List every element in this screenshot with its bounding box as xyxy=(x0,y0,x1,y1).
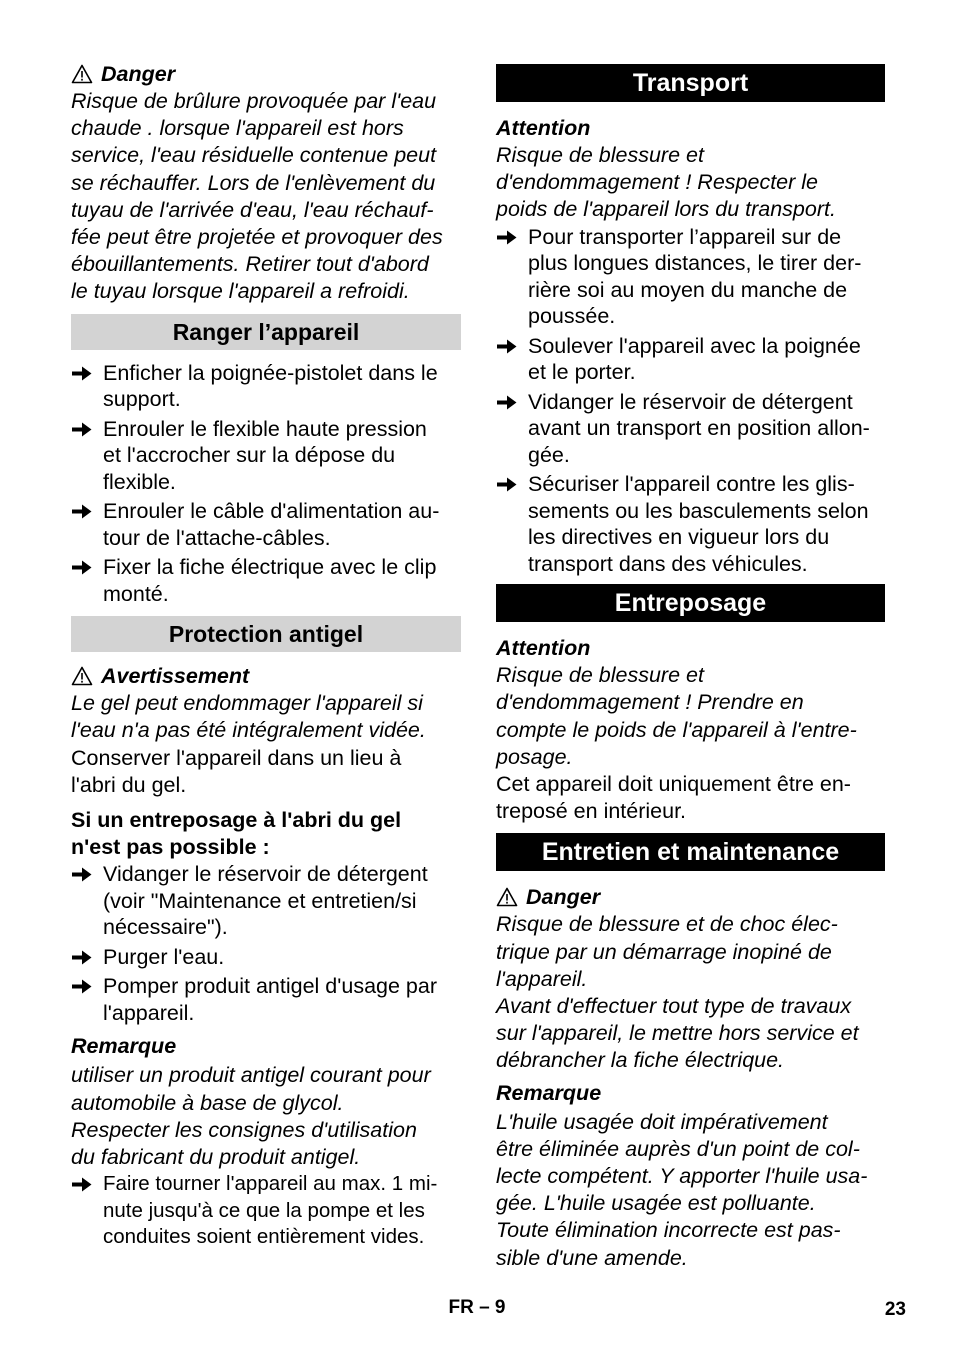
text-line: du fabricant du produit antigel. xyxy=(71,1144,361,1169)
attention-heading: Attention xyxy=(496,636,591,661)
arrow-right-icon xyxy=(72,979,92,994)
text-line: n'est pas possible : xyxy=(71,835,270,860)
remarque-text xyxy=(71,1062,461,1171)
list-item-line: nute jusqu'à ce que la pompe et les xyxy=(103,1198,425,1222)
list-item-line: Soulever l'appareil avec la poignée xyxy=(528,333,861,358)
text-line: Toute élimination incorrecte est pas- xyxy=(496,1218,841,1243)
text-line: débrancher la fiche électrique. xyxy=(496,1048,785,1073)
list-item xyxy=(496,389,885,469)
list-item-line: Fixer la fiche électrique avec le clip xyxy=(103,555,437,580)
list-item xyxy=(71,944,461,971)
text-line: se réchauffer. Lors de l'enlèvement du xyxy=(71,170,436,195)
list-item-line: rière soi au moyen du manche de xyxy=(528,277,848,302)
list-item xyxy=(496,471,885,577)
avertissement-heading: Avertissement xyxy=(71,662,461,690)
text-line: Respecter les consignes d'utilisation xyxy=(71,1117,417,1142)
list-item-line: sements ou les basculements selon xyxy=(528,498,869,523)
arrow-right-icon xyxy=(72,1177,92,1192)
text-line: Le gel peut endommager l'appareil si xyxy=(71,691,423,716)
antigel-list xyxy=(71,861,461,1026)
section-title-entretien: Entretien et maintenance xyxy=(496,833,885,871)
text-line: Si un entreposage à l'abri du gel xyxy=(71,807,402,832)
list-item-line: Purger l'eau. xyxy=(103,944,225,969)
text-line: sur l'appareil, le mettre hors service et xyxy=(496,1021,859,1046)
list-item xyxy=(71,973,461,1026)
text-line: le tuyau lorsque l'appareil a refroidi. xyxy=(71,279,410,304)
text-line: Conserver l'appareil dans un lieu à xyxy=(71,745,402,770)
text-line: être éliminée auprès d'un point de col- xyxy=(496,1136,860,1161)
list-item-line: Vidanger le réservoir de détergent xyxy=(103,862,428,887)
danger-text xyxy=(71,88,461,306)
arrow-right-icon xyxy=(497,339,517,354)
entreposage-text xyxy=(496,771,885,825)
list-item-line: monté. xyxy=(103,581,169,606)
arrow-right-icon xyxy=(72,366,92,381)
text-line: d'endommagement ! Prendre en xyxy=(496,690,804,715)
list-item xyxy=(71,861,461,941)
text-line: Risque de blessure et xyxy=(496,663,704,688)
section-title-transport: Transport xyxy=(496,64,885,102)
section-title-entreposage: Entreposage xyxy=(496,584,885,622)
list-item-line: flexible. xyxy=(103,469,176,494)
antigel-condition xyxy=(71,807,461,861)
warning-triangle-icon xyxy=(71,666,93,686)
section-title-antigel: Protection antigel xyxy=(71,616,461,652)
text-line: utiliser un produit antigel courant pour xyxy=(71,1063,431,1088)
list-item xyxy=(71,416,461,496)
list-item-line: nécessaire"). xyxy=(103,915,228,940)
text-line: l'abri du gel. xyxy=(71,772,187,797)
text-line: service, l'eau résiduelle contenue peut xyxy=(71,143,437,168)
list-item xyxy=(71,554,461,607)
remarque-heading: Remarque xyxy=(71,1034,177,1059)
text-line: treposé en intérieur. xyxy=(496,799,687,824)
list-item xyxy=(71,360,461,413)
danger-heading: Danger xyxy=(71,60,461,88)
antigel-normal-text xyxy=(71,745,461,799)
list-item-line: avant un transport en position allon- xyxy=(528,416,870,441)
list-item-line: et l'accrocher sur la dépose du xyxy=(103,443,396,468)
arrow-right-icon xyxy=(497,395,517,410)
text-line: Cet appareil doit uniquement être en- xyxy=(496,771,851,796)
text-line: ébouillantements. Retirer tout d'abord xyxy=(71,252,429,277)
text-line: tuyau de l'arrivée d'eau, l'eau réchauf- xyxy=(71,197,434,222)
arrow-right-icon xyxy=(72,504,92,519)
text-line: l'appareil. xyxy=(496,966,588,991)
text-line: trique par un démarrage inopiné de xyxy=(496,939,832,964)
list-item-line: Enficher la poignée-pistolet dans le xyxy=(103,360,438,385)
arrow-right-icon xyxy=(72,867,92,882)
list-item-line: Pomper produit antigel d'usage par xyxy=(103,974,437,999)
danger-heading: Danger xyxy=(496,883,885,911)
left-column xyxy=(71,60,461,1254)
warning-triangle-icon xyxy=(496,887,518,907)
list-item-line: et le porter. xyxy=(528,360,636,385)
text-line: compte le poids de l'appareil à l'entre- xyxy=(496,717,857,742)
text-line: automobile à base de glycol. xyxy=(71,1090,344,1115)
warning-triangle-icon xyxy=(71,64,93,84)
text-line: posage. xyxy=(496,744,573,769)
text-line: d'endommagement ! Respecter le xyxy=(496,170,818,195)
antigel-last-list xyxy=(71,1171,461,1251)
list-item-line: support. xyxy=(103,387,181,412)
entreposage-attention-text xyxy=(496,662,885,771)
text-line: fée peut être projetée et provoquer des xyxy=(71,225,443,250)
text-line: sible d'une amende. xyxy=(496,1245,688,1270)
text-line: Avant d'effectuer tout type de travaux xyxy=(496,993,852,1018)
ranger-list xyxy=(71,360,461,608)
entretien-remarque-text xyxy=(496,1109,885,1272)
list-item-line: Faire tourner l'appareil au max. 1 mi- xyxy=(103,1172,438,1196)
avertissement-text xyxy=(71,690,461,744)
entretien-danger-text xyxy=(496,911,885,1074)
page-section-label: FR – 9 xyxy=(448,1297,506,1318)
list-item-line: Sécuriser l'appareil contre les glis- xyxy=(528,472,855,497)
section-title-ranger: Ranger l’appareil xyxy=(71,314,461,350)
text-line: lecte compétent. Y apporter l'huile usa- xyxy=(496,1163,868,1188)
list-item-line: l'appareil. xyxy=(103,1000,195,1025)
arrow-right-icon xyxy=(497,230,517,245)
transport-attention-text xyxy=(496,142,885,224)
page-number: 23 xyxy=(884,1299,906,1320)
text-line: L'huile usagée doit impérativement xyxy=(496,1109,828,1134)
list-item xyxy=(71,498,461,551)
text-line: Risque de blessure et de choc élec- xyxy=(496,912,838,937)
list-item-line: les directives en vigueur lors du xyxy=(528,525,830,550)
transport-list xyxy=(496,224,885,578)
text-line: l'eau n'a pas été intégralement vidée. xyxy=(71,718,426,743)
list-item-line: gée. xyxy=(528,442,570,467)
text-line: poids de l'appareil lors du transport. xyxy=(496,197,836,222)
list-item-line: Pour transporter l’appareil sur de xyxy=(528,224,842,249)
list-item-line: (voir "Maintenance et entretien/si xyxy=(103,888,417,913)
list-item xyxy=(71,1171,461,1251)
arrow-right-icon xyxy=(72,422,92,437)
list-item-line: poussée. xyxy=(528,304,616,329)
text-line: gée. L'huile usagée est polluante. xyxy=(496,1191,816,1216)
list-item-line: tour de l'attache-câbles. xyxy=(103,525,331,550)
text-line: chaude . lorsque l'appareil est hors xyxy=(71,116,404,141)
arrow-right-icon xyxy=(72,560,92,575)
arrow-right-icon xyxy=(72,950,92,965)
list-item-line: plus longues distances, le tirer der- xyxy=(528,251,862,276)
list-item-line: conduites soient entièrement vides. xyxy=(103,1225,425,1249)
list-item-line: transport dans des véhicules. xyxy=(528,551,808,576)
list-item-line: Enrouler le flexible haute pression xyxy=(103,416,427,441)
remarque-heading: Remarque xyxy=(496,1080,602,1105)
list-item xyxy=(496,224,885,330)
attention-heading: Attention xyxy=(496,116,591,140)
text-line: Risque de blessure et xyxy=(496,143,704,167)
arrow-right-icon xyxy=(497,477,517,492)
right-column xyxy=(496,64,885,1272)
list-item-line: Enrouler le câble d'alimentation au- xyxy=(103,499,440,524)
list-item xyxy=(496,333,885,386)
text-line: Risque de brûlure provoquée par l'eau xyxy=(71,89,437,113)
list-item-line: Vidanger le réservoir de détergent xyxy=(528,389,853,414)
